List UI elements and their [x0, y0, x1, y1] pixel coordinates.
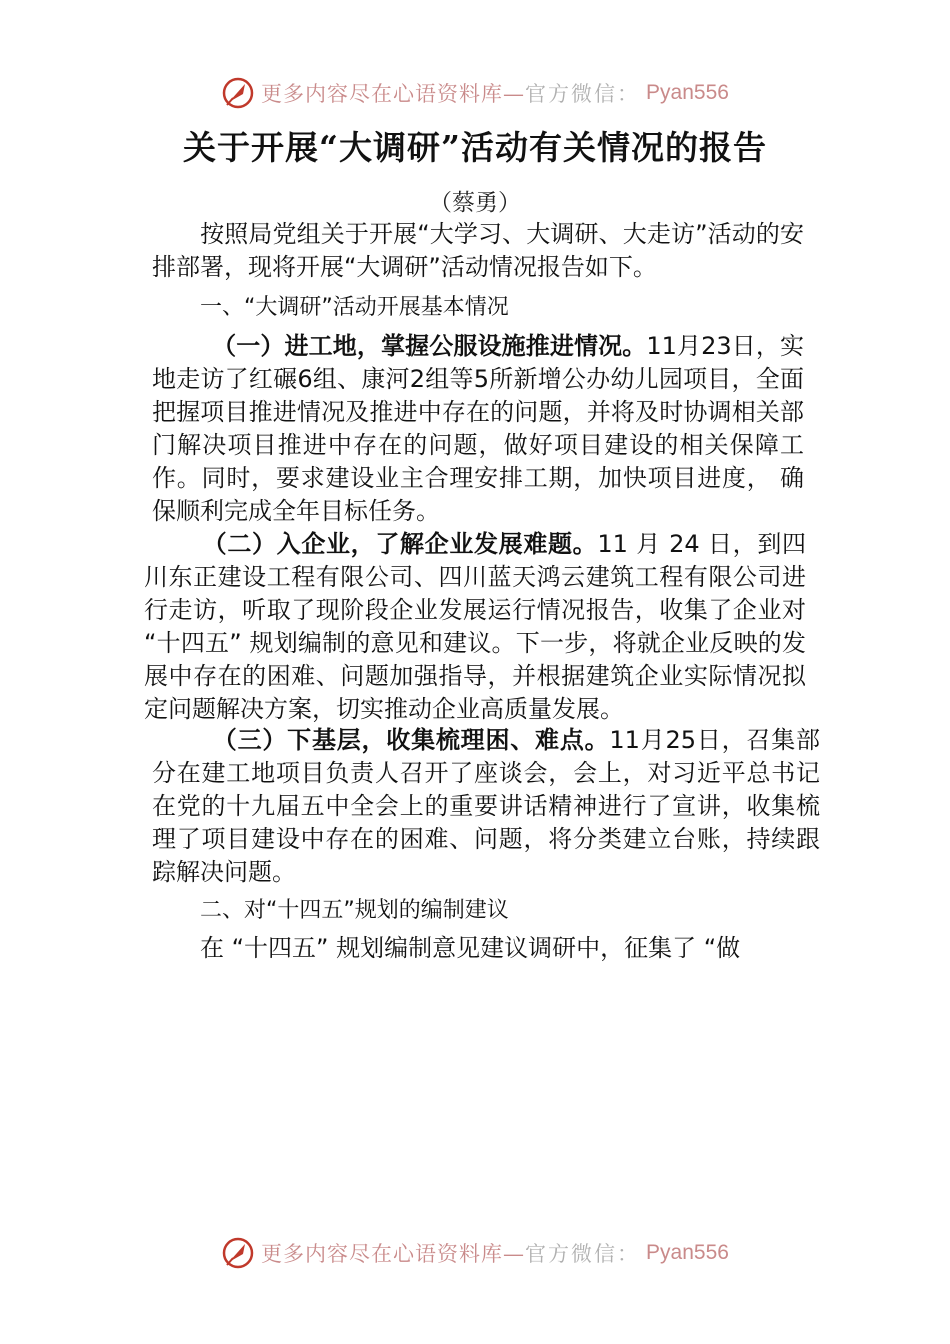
watermark-wechat-id: Pyan556: [646, 1241, 729, 1264]
watermark-wechat-label: 官方微信：: [525, 1242, 641, 1266]
intro-paragraph: [152, 218, 804, 284]
document-title: 关于开展“大调研”活动有关情况的报告: [183, 128, 767, 167]
watermark-text: 更多内容尽在心语资料库—: [261, 1242, 526, 1266]
item-3-body: 11月25日，召集部分在建工地项目负责人召开了座谈会，会上，对习近平总书记在党的十九届五中全会上的重要讲话精神进行了宣讲，收集梳理了项目建设中存在的困难、问题，将分类建立台账，持续跟踪解决问题。: [152, 726, 821, 886]
item-1-body: 11月23日，实地走访了红碾6组、康河2组等5所新增公办幼儿园项目，全面把握项目推进情况及推进中存在的问题，并将及时协调相关部门解决项目推进中存在的问题，做好项目建设的相关保障工作。同时，要求建设业主合理安排工期，加快项目进度， 确保顺利完成全年目标任务。: [152, 332, 804, 525]
watermark-text: 更多内容尽在心语资料库—: [261, 82, 526, 106]
watermark-bottom: [0, 1233, 950, 1273]
item-3-lead: （三）下基层，收集梳理困、难点。: [212, 726, 610, 754]
section1-heading: 一、“大调研”活动开展基本情况: [200, 295, 509, 320]
section2-heading: 二、对“十四五”规划的编制建议: [200, 898, 509, 923]
section1-item-1: [152, 330, 804, 528]
section2-body: 在 “十四五” 规划编制意见建议调研中，征集了 “做: [200, 934, 741, 962]
item-2-lead: （二）入企业，了解企业发展难题。: [202, 530, 598, 558]
quill-logo-icon: [221, 76, 255, 110]
section2-paragraph: [152, 932, 812, 965]
watermark-wechat-label: 官方微信：: [525, 82, 641, 106]
document-author: （蔡勇）: [429, 190, 521, 216]
section1-item-2: [144, 528, 806, 726]
intro-text: 按照局党组关于开展“大学习、大调研、大走访”活动的安排部署，现将开展“大调研”活动情况报告如下。: [152, 220, 804, 281]
watermark-wechat-id: Pyan556: [646, 81, 729, 104]
section1-item-3: [152, 724, 820, 889]
item-1-lead: （一）进工地，掌握公服设施推进情况。: [212, 332, 647, 360]
quill-logo-icon: [221, 1236, 255, 1270]
watermark-top: [0, 73, 950, 113]
item-2-body: 11 月 24 日，到四川东正建设工程有限公司、四川蓝天鸿云建筑工程有限公司进行走访，听取了现阶段企业发展运行情况报告，收集了企业对 “十四五” 规划编制的意见和建议。下一步，将就企业反映的发展中存在的困难、问题加强指导，并根据建筑企业实际情况拟定问题解决方案，切实推动企业高质量发展。: [144, 530, 806, 723]
